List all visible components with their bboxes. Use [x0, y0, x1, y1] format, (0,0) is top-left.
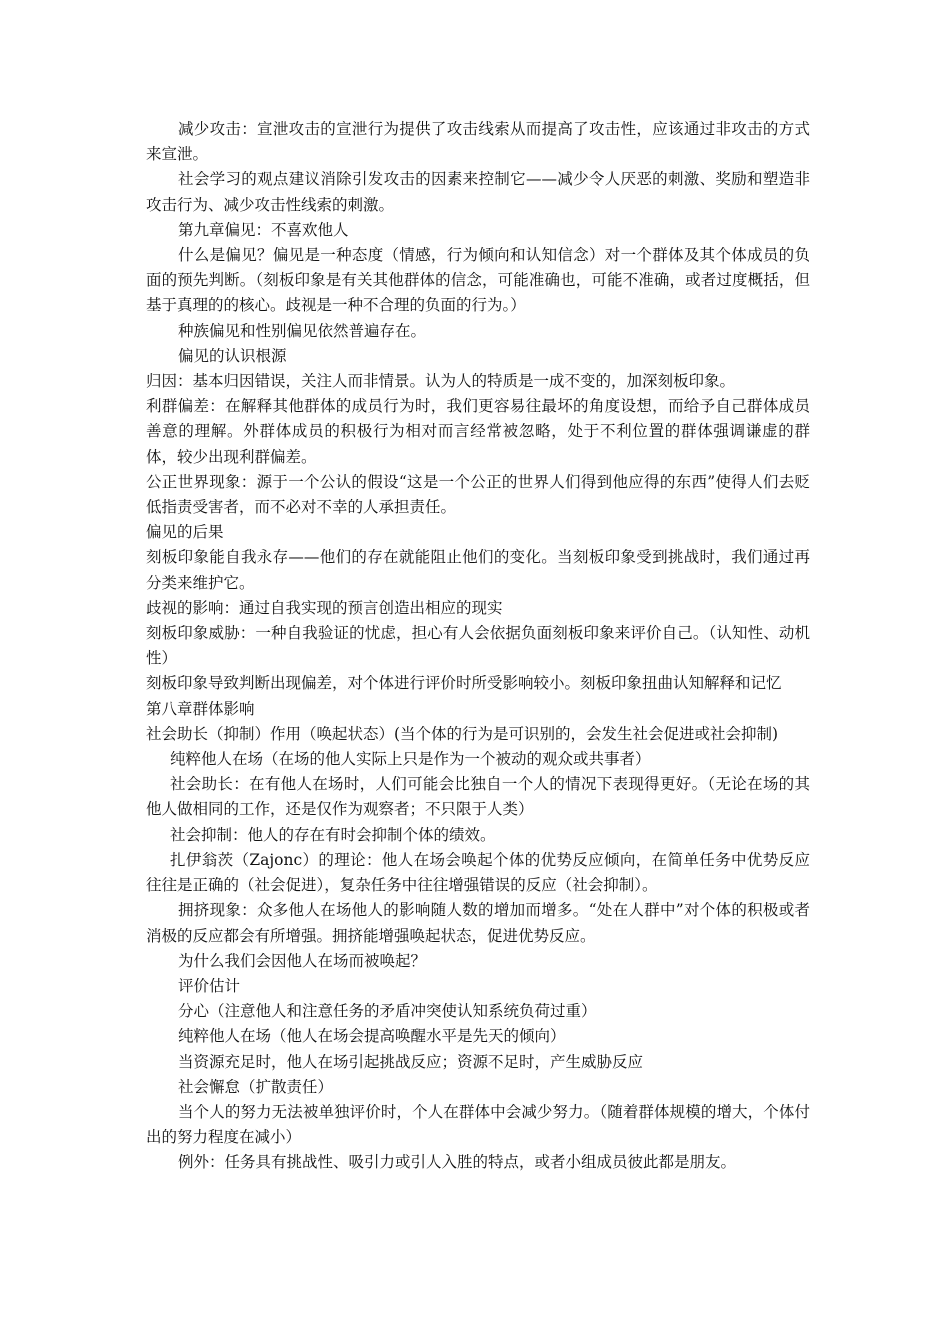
paragraph: 当个人的努力无法被单独评价时，个人在群体中会减少努力。（随着群体规模的增大，个体付出的努力程度在减小）: [146, 1102, 810, 1147]
paragraph: 拥挤现象：众多他人在场他人的影响随人数的增加而增多。“处在人群中”对个体的积极或者消极的反应都会有所增强。拥挤能增强唤起状态，促进优势反应。: [146, 901, 810, 945]
paragraph: 刻板印象能自我永存——他们的存在就能阻止他们的变化。当刻板印象受到挑战时，我们通过再分类来维护它。: [146, 548, 810, 592]
paragraph: 归因：基本归因错误，关注人而非情景。认为人的特质是一成不变的，加深刻板印象。: [146, 372, 736, 391]
paragraph: 社会抑制：他人的存在有时会抑制个体的绩效。: [170, 825, 496, 844]
paragraph: 歧视的影响：通过自我实现的预言创造出相应的现实: [146, 598, 503, 617]
paragraph: 为什么我们会因他人在场而被唤起？: [178, 951, 427, 970]
paragraph: 社会助长（抑制）作用（唤起状态）(当个体的行为是可识别的，会发生社会促进或社会抑制): [146, 724, 779, 743]
paragraph: 评价估计: [178, 976, 241, 995]
paragraph: 种族偏见和性别偏见依然普遍存在。: [178, 321, 427, 340]
paragraph: 刻板印象威胁：一种自我验证的忧虑，担心有人会依据负面刻板印象来评价自己。（认知性、动机性）: [146, 624, 810, 668]
paragraph: 社会助长：在有他人在场时，人们可能会比独自一个人的情况下表现得更好。（无论在场的其他人做相同的工作，还是仅作为观察者；不只限于人类）: [146, 775, 810, 819]
paragraph: 社会学习的观点建议消除引发攻击的因素来控制它——减少令人厌恶的刺激、奖励和塑造非攻击行为、减少攻击性线索的刺激。: [146, 170, 810, 214]
chapter-heading: 第九章偏见：不喜欢他人: [178, 220, 349, 239]
paragraph: 利群偏差：在解释其他群体的成员行为时，我们更容易往最坏的角度设想，而给予自己群体成员善意的理解。外群体成员的积极行为相对而言经常被忽略，处于不利位置的群体强调谦虚的群体，较少出现利群偏差。: [146, 397, 810, 466]
paragraph: 纯粹他人在场（在场的他人实际上只是作为一个被动的观众或共事者）: [170, 750, 651, 769]
paragraph: 减少攻击：宣泄攻击的宣泄行为提供了攻击线索从而提高了攻击性，应该通过非攻击的方式来宣泄。: [146, 120, 810, 164]
paragraph: 纯粹他人在场（他人在场会提高唤醒水平是先天的倾向）: [178, 1027, 566, 1046]
paragraph: 刻板印象导致判断出现偏差，对个体进行评价时所受影响较小。刻板印象扭曲认知解释和记忆: [146, 674, 782, 693]
paragraph: 扎伊翁茨（Zajonc）的理论：他人在场会唤起个体的优势反应倾向，在简单任务中优势反应往往是正确的（社会促进），复杂任务中往往增强错误的反应（社会抑制）。: [146, 850, 810, 895]
paragraph: 分心（注意他人和注意任务的矛盾冲突使认知系统负荷过重）: [178, 1002, 597, 1021]
paragraph: 什么是偏见？偏见是一种态度（情感，行为倾向和认知信念）对一个群体及其个体成员的负面的预先判断。（刻板印象是有关其他群体的信念，可能准确也，可能不准确，或者过度概括，但基于真理的的核心。歧视是一种不合理的负面的行为。）: [146, 246, 810, 315]
paragraph: 社会懈怠（扩散责任）: [178, 1077, 334, 1096]
paragraph: 公正世界现象：源于一个公认的假设“这是一个公正的世界人们得到他应得的东西”使得人们去贬低指责受害者，而不必对不幸的人承担责任。: [146, 472, 810, 517]
section-heading: 偏见的后果: [146, 523, 224, 542]
paragraph: 当资源充足时，他人在场引起挑战反应；资源不足时，产生威胁反应: [178, 1052, 644, 1071]
document-page: [146, 117, 810, 1176]
paragraph: 例外：任务具有挑战性、吸引力或引人入胜的特点，或者小组成员彼此都是朋友。: [178, 1153, 737, 1172]
section-heading: 偏见的认识根源: [178, 346, 287, 365]
chapter-heading: 第八章群体影响: [146, 699, 255, 718]
